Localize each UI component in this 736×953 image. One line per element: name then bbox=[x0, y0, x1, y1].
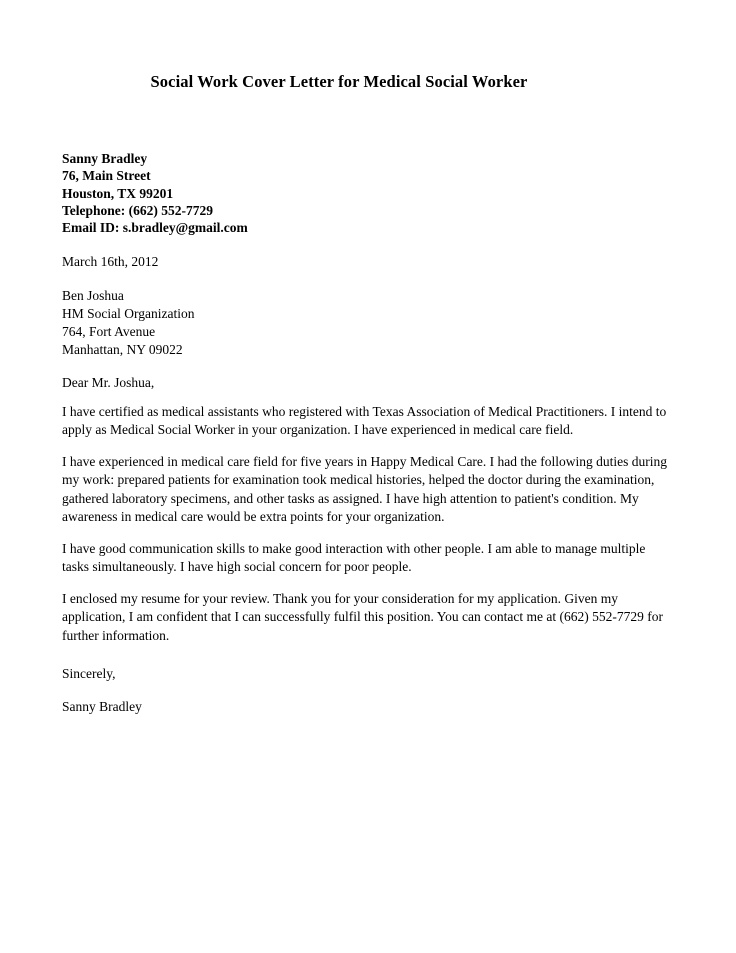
sender-address-block bbox=[62, 150, 674, 236]
sender-name: Sanny Bradley bbox=[62, 151, 148, 166]
recipient-organization: HM Social Organization bbox=[62, 305, 195, 321]
sender-street: 76, Main Street bbox=[62, 168, 151, 184]
closing-line: Sincerely, bbox=[62, 666, 116, 682]
body-paragraph-4: I enclosed my resume for your review. Thank you for your consideration for my application. Given my application, I am confident that I can successfully fulfil this position. You can contact me at (662) 552-7729 for further information. bbox=[62, 590, 663, 643]
page-title: Social Work Cover Letter for Medical Social Worker bbox=[150, 72, 528, 91]
sender-telephone: Telephone: (662) 552-7729 bbox=[62, 202, 213, 218]
recipient-address-block bbox=[62, 287, 674, 359]
salutation: Dear Mr. Joshua, bbox=[62, 374, 155, 390]
sender-email: Email ID: s.bradley@gmail.com bbox=[62, 220, 248, 236]
body-paragraph-2: I have experienced in medical care field for five years in Happy Medical Care. I had the following duties during my work: prepared patients for examination took medical histories, helped the doctor during the examination, gathered laboratory specimens, and other tasks as assigned. I have high attention to patient's condition. My awareness in medical care would be extra points for your organization. bbox=[62, 453, 668, 525]
body-paragraph-1: I have certified as medical assistants who registered with Texas Association of Medical Practitioners. I intend to apply as Medical Social Worker in your organization. I have experienced in medical care field. bbox=[62, 403, 667, 438]
cover-letter bbox=[62, 72, 674, 715]
body-paragraph-3: I have good communication skills to make good interaction with other people. I am able to manage multiple tasks simultaneously. I have high social concern for poor people. bbox=[62, 540, 646, 575]
recipient-name: Ben Joshua bbox=[62, 287, 124, 303]
recipient-street: 764, Fort Avenue bbox=[62, 323, 156, 339]
letter-date: March 16th, 2012 bbox=[62, 254, 159, 270]
sender-city-state-zip: Houston, TX 99201 bbox=[62, 185, 174, 201]
recipient-city-state-zip: Manhattan, NY 09022 bbox=[62, 341, 183, 357]
signature-name: Sanny Bradley bbox=[62, 699, 142, 715]
